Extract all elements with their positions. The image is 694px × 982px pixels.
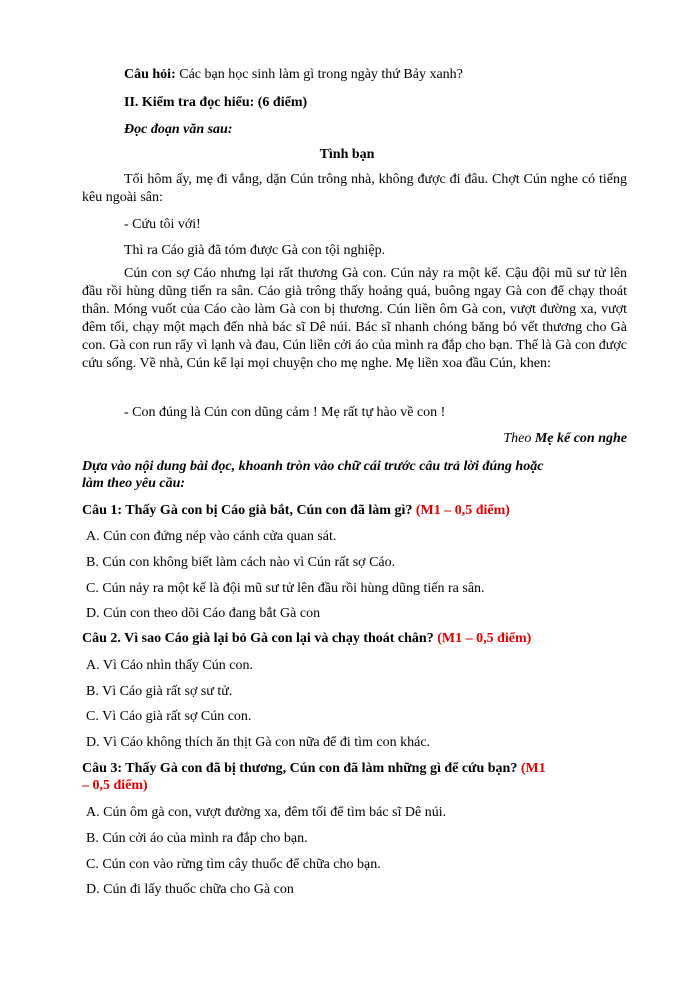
question-intro-text: Các bạn học sinh làm gì trong ngày thứ Bảy xanh? [175, 67, 463, 82]
question-1-option-d: D. Cún con theo dõi Cáo đang bắt Gà con [86, 606, 321, 621]
question-3-text: Câu 3: Thấy Gà con đã bị thương, Cún con đã làm những gì để cứu bạn? [82, 761, 521, 776]
read-instruction: Đọc đoạn văn sau: [124, 122, 233, 137]
source-name: Mẹ kể con nghe [534, 431, 627, 446]
question-3-score-part-1: (M1 [520, 761, 546, 776]
question-2-score: (M1 – 0,5 điểm) [437, 631, 532, 646]
question-2-option-c: C. Vì Cáo già rất sợ Cún con. [86, 709, 252, 724]
question-2-option-a: A. Vì Cáo nhìn thấy Cún con. [86, 658, 253, 673]
story-source [503, 430, 627, 448]
question-3-score-part-2: – 0,5 điểm) [82, 778, 148, 793]
question-2-option-d: D. Vì Cáo không thích ăn thịt Gà con nữa để đi tìm con khác. [86, 735, 431, 750]
story-paragraph-1: Tối hôm ấy, mẹ đi vắng, dặn Cún trông nhà, không được đi đâu. Chợt Cún nghe có tiếng kêu ngoài sân: [82, 172, 627, 205]
question-1-text: Câu 1: Thấy Gà con bị Cáo già bắt, Cún con đã làm gì? [82, 503, 416, 518]
section-heading: II. Kiểm tra đọc hiểu: (6 điểm) [124, 95, 308, 110]
question-1-score: (M1 – 0,5 điểm) [415, 503, 510, 518]
question-intro [124, 66, 463, 84]
question-2-option-b: B. Vì Cáo già rất sợ sư tử. [86, 684, 233, 699]
question-3-option-c: C. Cún con vào rừng tìm cây thuốc để chữa cho bạn. [86, 857, 381, 872]
question-1-option-b: B. Cún con không biết làm cách nào vì Cún rất sợ Cáo. [86, 555, 396, 570]
instruction-line-1: Dựa vào nội dung bài đọc, khoanh tròn vào chữ cái trước câu trả lời đúng hoặc [82, 459, 544, 474]
question-1-option-a: A. Cún con đứng nép vào cánh cửa quan sát. [86, 529, 337, 544]
question-intro-label: Câu hỏi: [124, 67, 176, 82]
question-3 [82, 760, 546, 778]
question-2 [82, 630, 531, 648]
source-prefix: Theo [503, 431, 535, 446]
story-paragraph-3: Thì ra Cáo già đã tóm được Gà con tội nghiệp. [124, 243, 386, 258]
question-3-option-d: D. Cún đi lấy thuốc chữa cho Gà con [86, 882, 294, 897]
story-title: Tình bạn [319, 147, 375, 162]
question-3-option-b: B. Cún cởi áo của mình ra đắp cho bạn. [86, 831, 308, 846]
instruction-line-2: làm theo yêu cầu: [82, 476, 186, 491]
story-paragraph-4: Cún con sợ Cáo nhưng lại rất thương Gà con. Cún nảy ra một kế. Cậu đội mũ sư tử lên đầu rồi hùng dũng tiến ra sân. Cáo già trông thấy hoảng quá, buông ngay Gà con để chạy thoát thân. Móng vuốt của Cáo cào làm Gà con bị thương. Cún liền ôm Gà con, vượt đường xa, vượt đêm tối, chạy một mạch đến nhà bác sĩ Dê núi. Bác sĩ nhanh chóng băng bó vết thương cho Gà con. Gà con run rẩy vì lạnh và đau, Cún liền cởi áo của mình ra đắp cho bạn. Thế là Gà con được cứu sống. Về nhà, Cún kể lại mọi chuyện cho mẹ nghe. Mẹ liền xoa đầu Cún, khen: [82, 266, 627, 371]
question-1 [82, 502, 510, 520]
story-paragraph-5: - Con đúng là Cún con dũng cảm ! Mẹ rất tự hào về con ! [124, 405, 446, 420]
question-1-option-c: C. Cún nảy ra một kế là đội mũ sư tử lên đầu rồi hùng dũng tiến ra sân. [86, 581, 485, 596]
question-2-text: Câu 2. Vì sao Cáo già lại bỏ Gà con lại và chạy thoát chân? [82, 631, 438, 646]
story-paragraph-2: - Cứu tôi với! [124, 217, 201, 232]
question-3-option-a: A. Cún ôm gà con, vượt đường xa, đêm tối để tìm bác sĩ Dê núi. [86, 805, 447, 820]
